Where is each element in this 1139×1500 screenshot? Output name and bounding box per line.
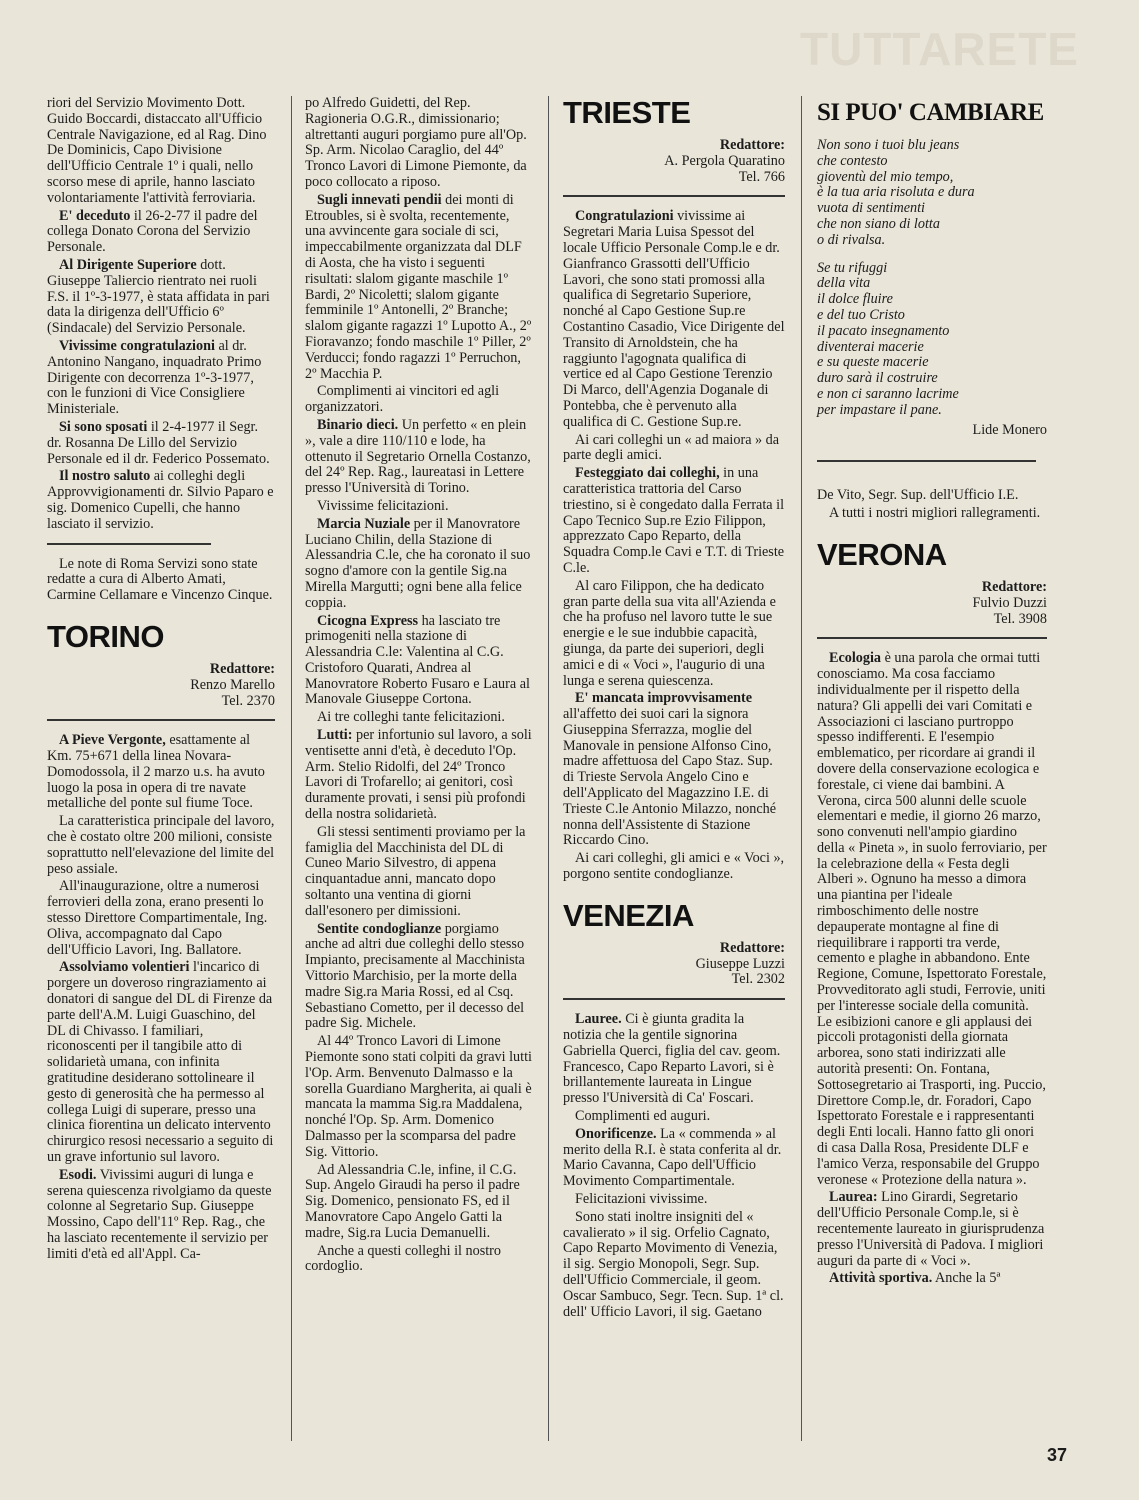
section-title-venezia: VENEZIA <box>563 897 694 933</box>
editor-phone: Tel. 3908 <box>993 610 1047 627</box>
column-3 <box>563 96 785 1322</box>
paragraph: E' mancata improvvisamente all'affetto dei suoi cari la signora Giuseppina Sferrazza, moglie del Manovale in pensione Alfonso Cino, madre affettuosa del Capo Staz. Sup. di Trieste Servola Angelo Cino e dell'Applicato del Magazzino I.E. di Trieste C.le Antonio Milazzo, nonché nonna dell'Assistente di Stazione Riccardo Cino. <box>563 690 777 849</box>
section-divider <box>563 998 785 1000</box>
editor-label: Redattore: <box>981 578 1047 595</box>
editor-name: A. Pergola Quaratino <box>664 152 785 169</box>
column-4 <box>817 96 1047 1289</box>
paragraph: Anche a questi colleghi il nostro cordoglio. <box>305 1242 502 1275</box>
poem-line: è la tua aria risoluta e dura <box>817 184 975 201</box>
editor-phone: Tel. 2302 <box>731 971 785 988</box>
poem-line: o di rivalsa. <box>817 231 886 248</box>
editor-phone: Tel. 2370 <box>221 692 275 709</box>
paragraph: All'inaugurazione, oltre a numerosi ferrovieri della zona, erano presenti lo stesso Direttore Compartimentale, Ing. Oliva, accompagnato dal Capo dell'Ufficio Lavori, Ing. Ballatore. <box>47 878 268 958</box>
editorial-note: Le note di Roma Servizi sono state redatte a cura di Alberto Amati, Carmine Cellamare e Vincenzo Cinque. <box>47 555 273 604</box>
column-rule <box>548 96 549 1441</box>
section-divider <box>47 719 275 721</box>
editor-name: Fulvio Duzzi <box>972 594 1047 611</box>
editor-box <box>563 941 785 988</box>
column-rule <box>291 96 292 1441</box>
poem-line: gioventù del mio tempo, <box>817 168 954 185</box>
poem-line: vuota di sentimenti <box>817 200 925 217</box>
section-title-verona: VERONA <box>817 536 947 572</box>
section-title-trieste: TRIESTE <box>563 95 691 130</box>
poem-line: Non sono i tuoi blu jeans <box>817 137 960 153</box>
paragraph: Marcia Nuziale per il Manovratore Luciano Chilin, della Stazione di Alessandria C.le, che ha coronato il suo sogno d'amore con la gentile Sig.na Mirella Margutti; ogni bene alla felice coppia. <box>305 515 531 611</box>
paragraph: Ai tre colleghi tante felicitazioni. <box>317 709 505 726</box>
paragraph: A Pieve Vergonte, esattamente al Km. 75+671 della linea Novara-Domodossola, il 2 marzo u.s. ha avuto luogo la posa in opera di tre navate metalliche del ponte sul fiume Toce. <box>47 732 265 812</box>
paragraph: Ecologia è una parola che ormai tutti conosciamo. Ma cosa facciamo individualmente per il rispetto della natura? Gli appelli dei vari Comitati e Associazioni ci lasciano purtroppo spesso indifferenti. E l'esempio emblematico, per ricordare ai grandi il dovere della conservazione ecologica e forestale, ci viene dai bambini. A Verona, circa 500 alunni delle scuole elementari e medie, il giorno 26 marzo, sono convenuti nell'ampio giardino della « Pineta », in suolo ferroviario, per la celebrazione della « Festa degli Alberi ». Ognuno ha messo a dimora una piantina per l'ideale rimboschimento delle nostre depauperate montagne al fine di riequilibrare i rapporti tra verde, cemento e plaghe in abbandono. Ente Regione, Comune, Ispettorato Forestale, Provveditorato agli studi, Ferrovie, uniti per l'interesse sociale della comunità. Le esibizioni canore e gli applausi dei piccoli protagonisti della giornata arborea, sono stati indirizzati alle autorità presenti: On. Fontana, Sottosegretario ai Trasporti, ing. Puccio, Direttore Comp.le, dr. Foradori, Capo Ispettorato Forestale e i rappresentanti degli Enti locali. Hanno fatto gli onori di casa Dalla Rosa, Presidente DLF e l'amico Verza, responsabile del Gruppo veronese « Protezione della natura ». <box>817 650 1047 1188</box>
paragraph: Al 44º Tronco Lavori di Limone Piemonte sono stati colpiti da gravi lutti l'Op. Arm. Benvenuto Dalmasso e la sorella Guardiano Margherita, ai quali è mancata la mamma Sig.ra Maddalena, nonché l'Op. Sp. Arm. Domenico Dalmasso per la scomparsa del padre Sig. Vittorio. <box>305 1033 532 1160</box>
paragraph: Lutti: per infortunio sul lavoro, a soli ventisette anni d'età, è deceduto l'Op. Arm. Stelio Ridolfi, del 24º Tronco Lavori di Trofarello; ai genitori, così duramente provati, i sensi più profondi della nostra solidarietà. <box>305 727 532 823</box>
poem <box>817 138 1047 419</box>
editor-box <box>47 662 275 709</box>
paragraph: Vivissime congratulazioni al dr. Antonino Nangano, inquadrato Primo Dirigente con decorrenza 1º-3-1977, con le funzioni di Vice Consigliere Ministeriale. <box>47 337 262 418</box>
poem-stanza-break <box>817 249 1047 261</box>
column-rule <box>801 96 802 1441</box>
paragraph: Felicitazioni vivissime. <box>575 1191 708 1208</box>
paragraph: Il nostro saluto ai colleghi degli Approvvigionamenti dr. Silvio Paparo e sig. Domenico Cupelli, che hanno lasciato il servizio. <box>47 468 274 532</box>
paragraph: Festeggiato dai colleghi, in una caratteristica trattoria del Carso triestino, si è congedato dalla Ferrata il Capo Tecnico Sup.re Ezio Filippon, apprezzato Capo Reparto, della Squadra Comp.le Cavi e T.T. di Trieste C.le. <box>563 465 785 576</box>
paragraph: La caratteristica principale del lavoro, che è costato oltre 200 milioni, consiste soprattutto nell'elevazione del limite del peso assiale. <box>47 813 275 877</box>
paragraph: Sono stati inoltre insigniti del « cavalierato » il sig. Orfelio Cagnato, Capo Reparto Movimento di Venezia, il sig. Sergio Monopoli, Segr. Sup. dell'Ufficio Commerciale, il geom. Oscar Sambuco, Segr. Tecn. Sup. 1ª cl. dell' Ufficio Lavori, il sig. Gaetano <box>563 1208 784 1320</box>
paragraph: Esodi. Vivissimi auguri di lunga e serena quiescenza rivolgiamo da queste colonne al Segretario Sup. Giuseppe Mossino, Capo dell'11º Rep. Rag., che ha lasciato recentemente il servizio per limiti d'età ed all'Appl. Ca- <box>47 1166 272 1262</box>
poem-line: che contesto <box>817 152 888 169</box>
paragraph: Laurea: Lino Girardi, Segretario dell'Ufficio Personale Comp.le, si è recentemente laureato in giurisprudenza presso l'Università di Padova. I migliori auguri da parte di « Voci ». <box>817 1189 1045 1269</box>
paragraph: Ai cari colleghi un « ad maiora » da parte degli amici. <box>563 431 780 464</box>
editor-label: Redattore: <box>719 137 785 153</box>
paragraph: Binario dieci. Un perfetto « en plein », vale a dire 110/110 e lode, ha ottenuto il Segretario Ornella Costanzo, del 24º Rep. Rag., laureatasi in Lettere presso l'Università di Torino. <box>305 416 531 497</box>
editor-box <box>817 580 1047 627</box>
editor-name: Renzo Marello <box>190 676 275 693</box>
poem-line: e del tuo Cristo <box>817 306 905 323</box>
paragraph: A tutti i nostri migliori rallegramenti. <box>829 505 1041 522</box>
paragraph: Vivissime felicitazioni. <box>317 497 449 514</box>
poem-line: Se tu rifuggi <box>817 259 888 276</box>
section-divider <box>817 637 1047 639</box>
paragraph: Complimenti ed auguri. <box>575 1108 711 1125</box>
paragraph: Sugli innevati pendii dei monti di Etroubles, si è svolta, recentemente, una avvincente gara sociale di sci, impeccabilmente organizzata dal DLF di Aosta, che ha visto i seguenti risultati: slalom gigante maschile 1º Bardi, 2º Nicoletti; slalom gigante femminile 1º Antonelli, 2º Branche; slalom gigante ragazzi 1º Lupotto A., 2º Fioravanzo; fondo maschile 1º Piller, 2º Verducci; fondo ragazzi 1º Perruchon, 2º Macchia P. <box>305 191 532 382</box>
editor-label: Redattore: <box>209 660 275 677</box>
column-1 <box>47 96 275 1265</box>
poem-line: e su queste macerie <box>817 354 929 371</box>
paragraph: Lauree. Ci è giunta gradita la notizia che la gentile signorina Gabriella Querci, figlia del cav. geom. Francesco, Capo Reparto Lavori, si è brillantemente laureata in Lingue presso l'Università di Ca' Foscari. <box>563 1011 781 1107</box>
section-title-torino: TORINO <box>47 618 164 654</box>
paragraph: Attività sportiva. Anche la 5ª <box>829 1270 1001 1287</box>
column-2 <box>305 96 533 1277</box>
poem-line: della vita <box>817 275 871 292</box>
poem-author: Lide Monero <box>972 421 1047 438</box>
paragraph: riori del Servizio Movimento Dott. Guido Boccardi, distaccato all'Ufficio Centrale Navigazione, ed al Rag. Dino De Dominicis, Capo Divisione dell'Ufficio Centrale 1º i quali, nello scorso mese di aprile, hanno lasciato volontariamente l'attività ferroviaria. <box>47 95 267 206</box>
paragraph: Al caro Filippon, che ha dedicato gran parte della sua vita all'Azienda e che ha profuso nel lavoro tutte le sue energie e le sue indubbie capacità, giunga, da parte dei superiori, degli amici e di « Voci », l'augurio di una lunga e serena quiescenza. <box>563 577 776 689</box>
paragraph: Onorificenze. La « commenda » al merito della R.I. è stata conferita al dr. Mario Cavanna, Capo dell'Ufficio Movimento Compartimentale. <box>563 1125 782 1190</box>
poem-line: il dolce fluire <box>817 291 893 308</box>
poem-line: che non siano di lotta <box>817 215 940 232</box>
paragraph: Assolviamo volentieri l'incarico di porgere un doveroso ringraziamento ai donatori di sangue del DL di Firenze da parte dell'A.M. Luigi Guaschino, del DL di Chivasso. I familiari, riconoscenti per il tangibile atto di solidarietà umana, con infinita gratitudine desiderano sottolineare il gesto di generosità che ha permesso al collega Luigi di superare, presso una clinica fiorentina un delicato intervento chirurgico resosi necessario a seguito di un grave infortunio sul lavoro. <box>47 959 274 1166</box>
poem-line: il pacato insegnamento <box>817 322 950 339</box>
paragraph: De Vito, Segr. Sup. dell'Ufficio I.E. <box>817 487 1019 504</box>
poem-line: per impastare il pane. <box>817 401 942 418</box>
paragraph: Sentite condoglianze porgiamo anche ad altri due colleghi dello stesso Impianto, precisamente al Macchinista Vittorio Marchisio, per la morte della madre Sig.ra Maria Rossi, ed al Csq. Sebastiano Cometto, per il decesso del padre Sig. Michele. <box>305 920 525 1032</box>
paragraph: Gli stessi sentimenti proviamo per la famiglia del Macchinista del DL di Cuneo Mario Silvestro, di appena cinquantadue anni, mancato dopo soltanto una ventina di giorni dall'esonero per dimissioni. <box>305 823 526 919</box>
section-divider <box>817 460 1036 462</box>
paragraph: Si sono sposati il 2-4-1977 il Segr. dr. Rosanna De Lillo del Servizio Personale ed il dr. Federico Possemato. <box>47 418 270 467</box>
section-divider <box>47 543 211 545</box>
editor-box <box>563 138 785 185</box>
section-divider <box>563 195 785 197</box>
paragraph: Complimenti ai vincitori ed agli organizzatori. <box>305 383 500 416</box>
editor-name: Giuseppe Luzzi <box>695 955 785 972</box>
masthead-ghost: TUTTARETE <box>799 23 1079 75</box>
poem-line: e non ci saranno lacrime <box>817 385 959 402</box>
paragraph: E' deceduto il 26-2-77 il padre del collega Donato Corona del Servizio Personale. <box>47 207 258 256</box>
paragraph: Ai cari colleghi, gli amici e « Voci », porgono sentite condoglianze. <box>563 850 785 883</box>
editor-label: Redattore: <box>719 939 785 956</box>
paragraph: Cicogna Express ha lasciato tre primogeniti nella stazione di Alessandria C.le: Valentina al C.G. Cristoforo Quarati, Andrea al Manovratore Roberto Fusaro e Laura al Manovale Giuseppe Cortona. <box>305 612 530 708</box>
poem-line: duro sarà il costruire <box>817 370 938 387</box>
paragraph: Congratulazioni vivissime ai Segretari Maria Luisa Spessot del locale Ufficio Personale Comp.le e dr. Gianfranco Grassotti dell'Ufficio Lavori, che sono stati promossi alla qualifica di Segretario Superiore, nonché al Capo Gestione Sup.re Costantino Casadio, Vice Dirigente del Transito di Arnoldstein, che ha raggiunto l'agognata qualifica di vertice ed al Capo Gestione Terenzio Di Marco, dell'Agenzia Doganale di Pontebba, che è pervenuto alla qualifica di C. Gestione Sup.re. <box>563 208 785 430</box>
paragraph: Ad Alessandria C.le, infine, il C.G. Sup. Angelo Giraudi ha perso il padre Sig. Domenico, pensionato FS, ed il Manovratore Capo Angelo Gatti la madre, Sig.ra Lucia Demanuelli. <box>305 1161 520 1241</box>
poem-line: diventerai macerie <box>817 338 924 355</box>
poem-title: SI PUO' CAMBIARE <box>817 99 1044 126</box>
editor-phone: Tel. 766 <box>738 168 785 185</box>
page-number: 37 <box>1046 1445 1067 1465</box>
paragraph: Al Dirigente Superiore dott. Giuseppe Taliercio rientrato nei ruoli F.S. il 1º-3-1977, è stata affidata in pari data la dirigenza dell'Ufficio 6º (Sindacale) del Servizio Personale. <box>47 256 270 337</box>
paragraph: po Alfredo Guidetti, del Rep. Ragioneria O.G.R., dimissionario; altrettanti auguri porgiamo pure all'Op. Sp. Arm. Nicolao Caraglio, del 44º Tronco Lavori di Limone Piemonte, da poco collocato a riposo. <box>305 95 527 190</box>
